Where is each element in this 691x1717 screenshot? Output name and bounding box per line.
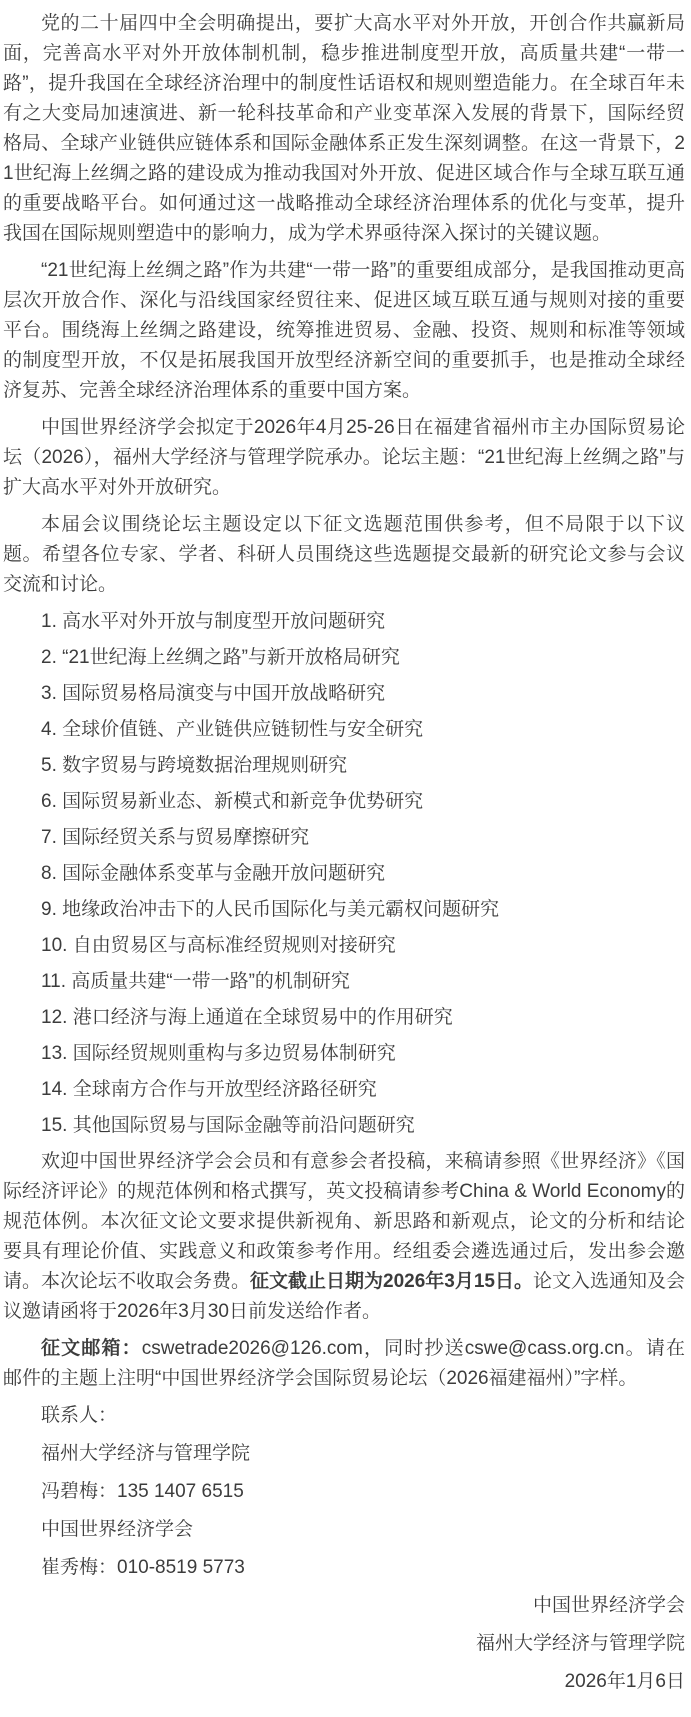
topic-item: 2. “21世纪海上丝绸之路”与新开放格局研究: [41, 647, 400, 668]
topic-item: 6. 国际贸易新业态、新模式和新竞争优势研究: [41, 791, 424, 812]
signature-org-primary: 中国世界经济学会: [532, 1595, 685, 1616]
topic-item: 4. 全球价值链、产业链供应链韧性与安全研究: [41, 719, 424, 740]
contact-line: 冯碧梅：135 1407 6515: [41, 1481, 244, 1502]
intro-paragraph: 党的二十届四中全会明确提出，要扩大高水平对外开放，开创合作共赢新局面，完善高水平对外开放体制机制，稳步推进制度型开放，高质量共建“一带一路”，提升我国在全球经济治理中的制度性话语权和规则塑造能力。在全球百年未有之大变局加速演进、新一轮科技革命和产业变革深入发展的背景下，国际经贸格局、全球产业链供应链体系和国际金融体系正发生深刻调整。在这一背景下，21世纪海上丝绸之路的建设成为推动我国对外开放、促进区域合作与全球互联互通的重要战略平台。如何通过这一战略推动全球经济治理体系的优化与变革，提升我国在国际规则塑造中的影响力，成为学术界亟待深入探讨的关键议题。: [3, 13, 685, 244]
topic-item: 9. 地缘政治冲击下的人民币国际化与美元霸权问题研究: [41, 899, 500, 920]
signature-date: 2026年1月6日: [564, 1671, 685, 1692]
topic-item: 5. 数字贸易与跨境数据治理规则研究: [41, 755, 348, 776]
topic-item: 8. 国际金融体系变革与金融开放问题研究: [41, 863, 386, 884]
topic-item: 13. 国际经贸规则重构与多边贸易体制研究: [41, 1043, 396, 1064]
email-address-text: cswetrade2026@126.com，同时抄送cswe@cass.org.cn。请在邮件的主题上注明“中国世界经济学会国际贸易论坛（2026福建福州）”字样。: [3, 1338, 685, 1389]
submission-notification-text: 论文入选通知及会议邀请函将于2026年3月30日前发送给作者。: [3, 1271, 686, 1322]
email-label: 征文邮箱：: [41, 1338, 142, 1359]
topic-item: 10. 自由贸易区与高标准经贸规则对接研究: [41, 935, 396, 956]
contact-line: 中国世界经济学会: [41, 1519, 194, 1540]
topic-item: 14. 全球南方合作与开放型经济路径研究: [41, 1079, 377, 1100]
contact-line: 福州大学经济与管理学院: [41, 1443, 251, 1464]
contacts-section: [3, 1401, 685, 1583]
contacts-heading: 联系人：: [41, 1405, 118, 1426]
signature-org-secondary: 福州大学经济与管理学院: [475, 1633, 685, 1654]
contact-line: 崔秀梅：010-8519 5773: [41, 1557, 245, 1578]
forum-announcement-paragraph: 中国世界经济学会拟定于2026年4月25-26日在福建省福州市主办国际贸易论坛（2026），福州大学经济与管理学院承办。论坛主题：“21世纪海上丝绸之路”与扩大高水平对外开放研究。: [3, 417, 685, 498]
submission-guidelines-paragraph: [3, 1147, 685, 1327]
submission-guidelines-text: 欢迎中国世界经济学会会员和有意参会者投稿，来稿请参照《世界经济》《国际经济评论》的规范体例和格式撰写，英文投稿请参考China & World Economy的规范体例。本次征文论文要求提供新视角、新思路和新观点，论文的分析和结论要具有理论价值、实践意义和政策参考作用。经组委会遴选通过后，发出参会邀请。本次论坛不收取会务费。: [3, 1151, 685, 1292]
submission-email-paragraph: [3, 1334, 685, 1394]
submission-deadline-text: 征文截止日期为2026年3月15日。: [250, 1271, 533, 1292]
topics-intro-paragraph: 本届会议围绕论坛主题设定以下征文选题范围供参考，但不局限于以下议题。希望各位专家、学者、科研人员围绕这些选题提交最新的研究论文参与会议交流和讨论。: [3, 514, 685, 595]
topic-item: 1. 高水平对外开放与制度型开放问题研究: [41, 611, 386, 632]
topic-item: 15. 其他国际贸易与国际金融等前沿问题研究: [41, 1115, 415, 1136]
signature-section: [3, 1591, 685, 1697]
topic-item: 12. 港口经济与海上通道在全球贸易中的作用研究: [41, 1007, 453, 1028]
maritime-silk-road-paragraph: “21世纪海上丝绸之路”作为共建“一带一路”的重要组成部分，是我国推动更高层次开放合作、深化与沿线国家经贸往来、促进区域互联互通与规则对接的重要平台。围绕海上丝绸之路建设，统筹推进贸易、金融、投资、规则和标准等领域的制度型开放，不仅是拓展我国开放型经济新空间的重要抓手，也是推动全球经济复苏、完善全球经济治理体系的重要中国方案。: [3, 260, 685, 401]
topic-item: 11. 高质量共建“一带一路”的机制研究: [41, 971, 350, 992]
topic-item: 7. 国际经贸关系与贸易摩擦研究: [41, 827, 310, 848]
topics-list: [3, 607, 685, 1141]
topic-item: 3. 国际贸易格局演变与中国开放战略研究: [41, 683, 386, 704]
